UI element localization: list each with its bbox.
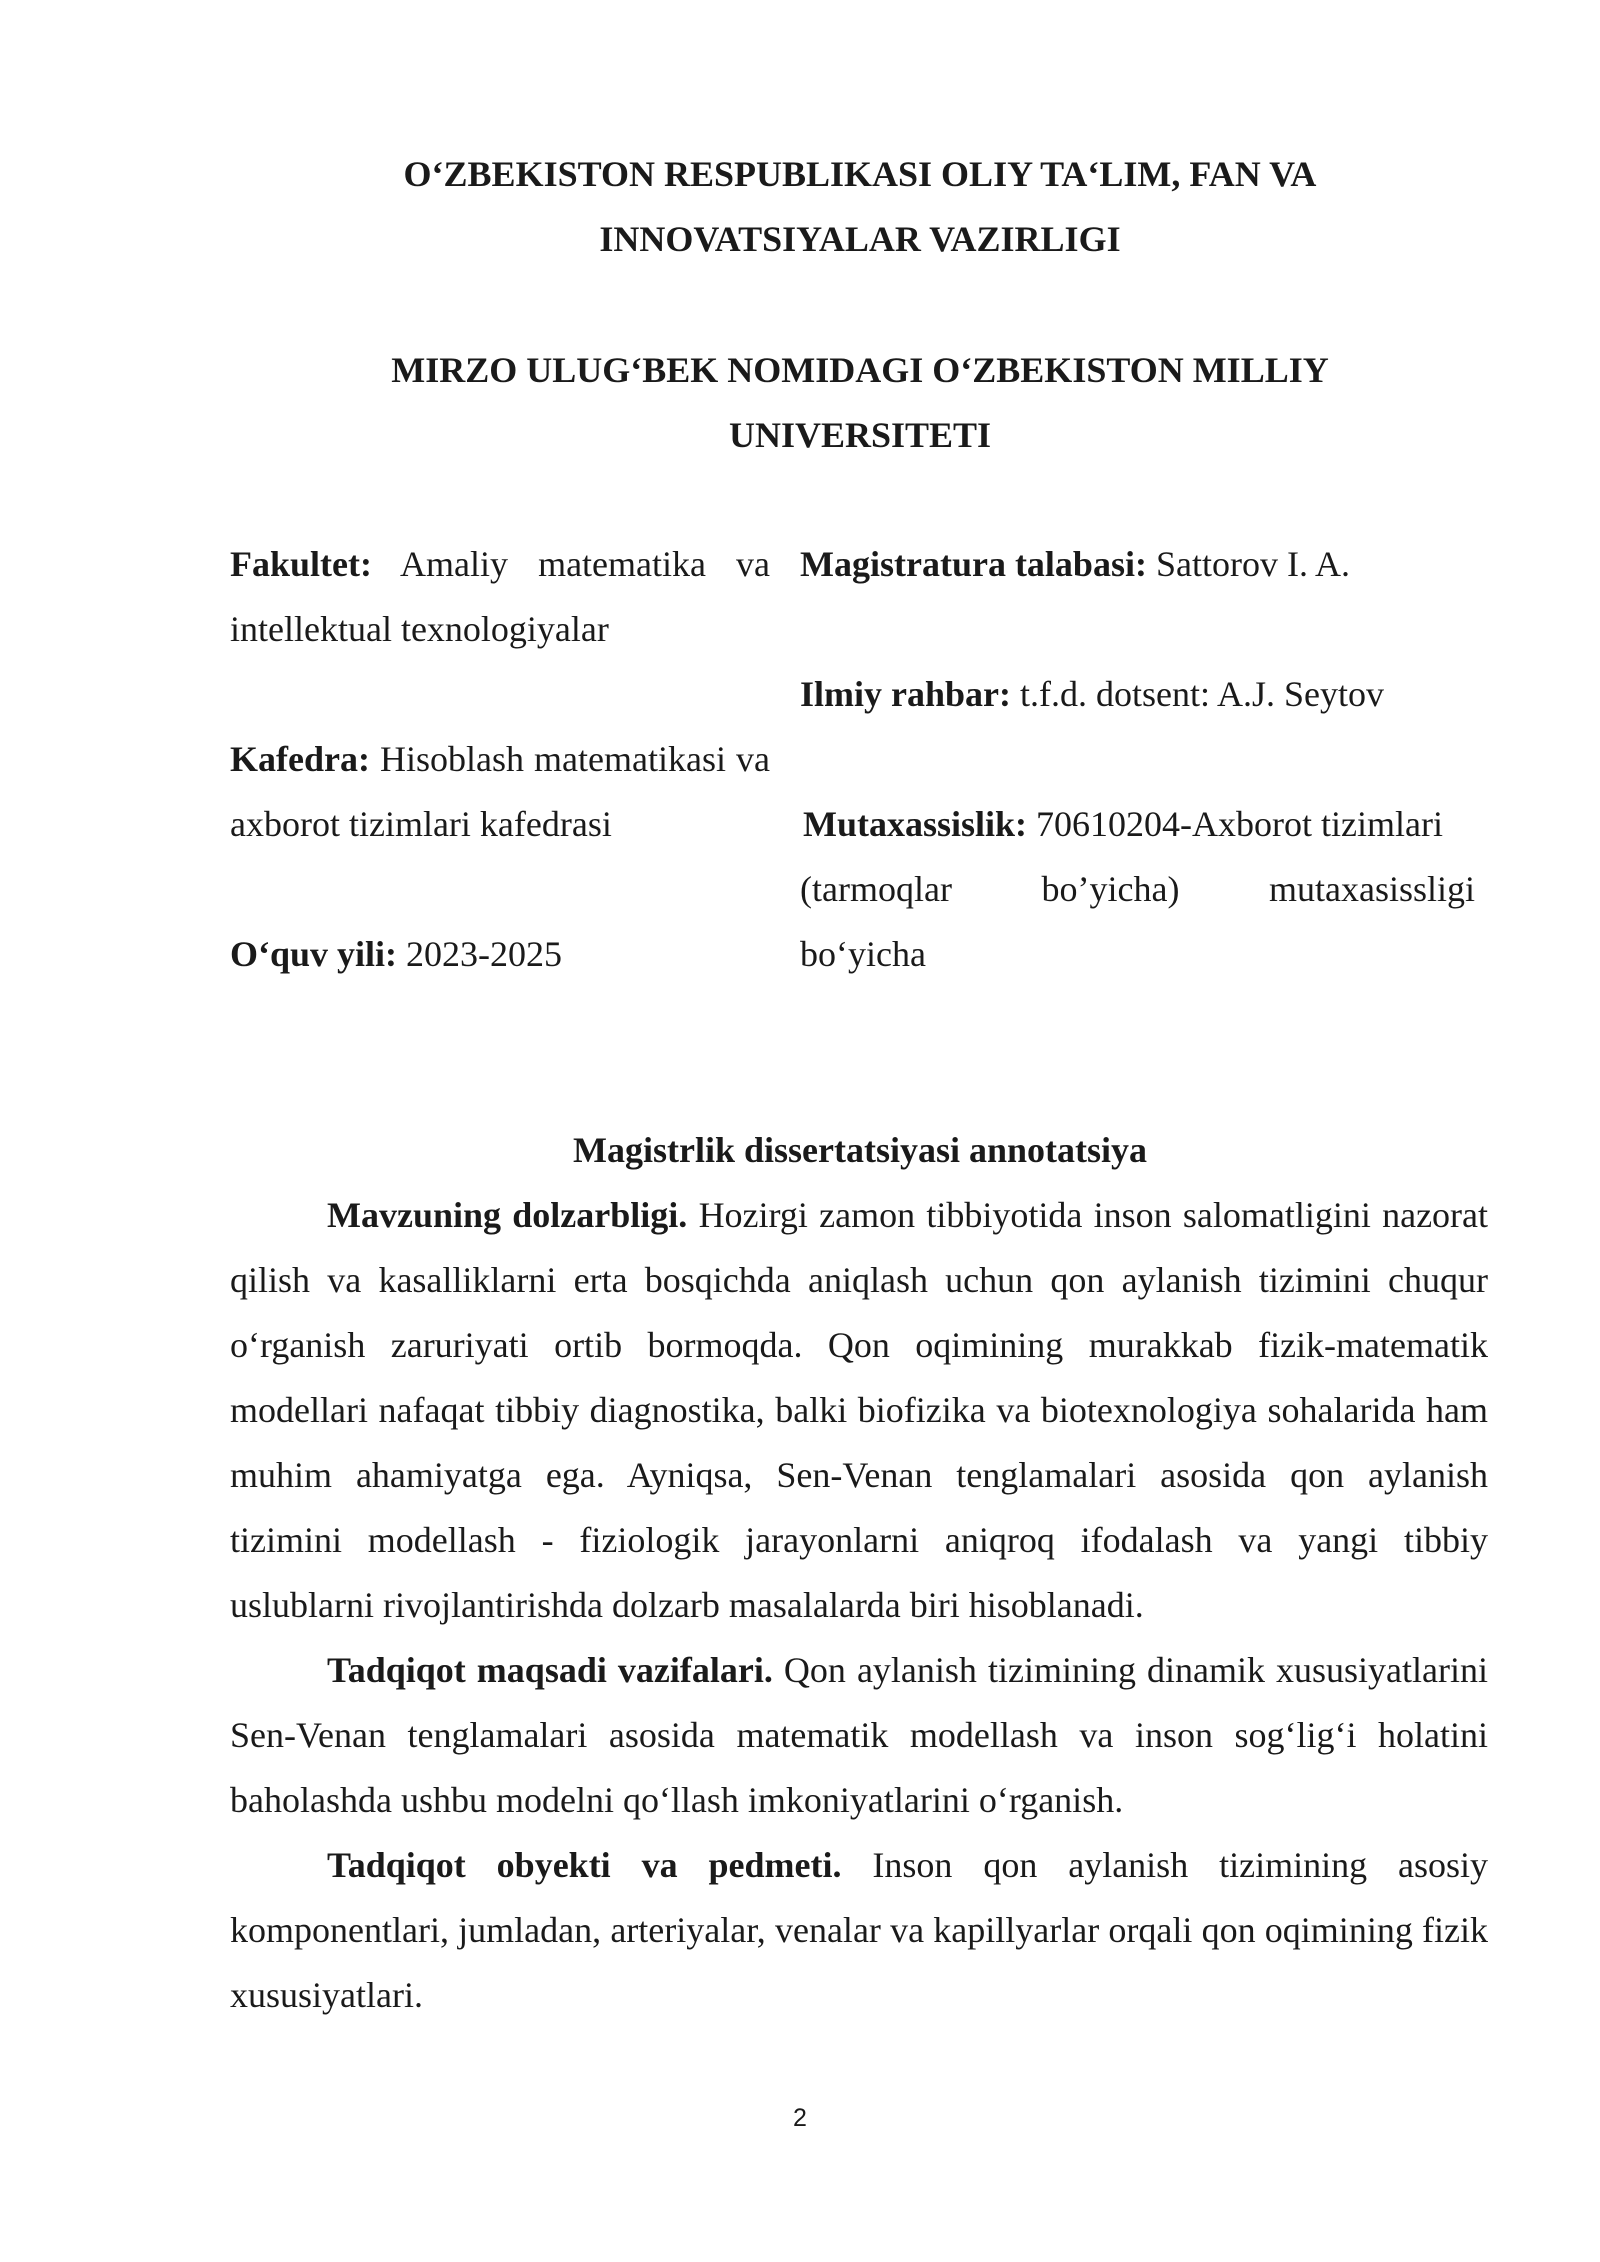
supervisor-value: t.f.d. dotsent: A.J. Seytov (1020, 674, 1385, 714)
faculty-label: Fakultet: (230, 544, 372, 584)
student-label: Magistratura talabasi: (800, 544, 1147, 584)
year-label: O‘quv yili: (230, 934, 398, 974)
info-left-column (230, 532, 770, 987)
paragraph-heading: Tadqiqot maqsadi vazifalari. (327, 1650, 773, 1690)
paragraph-text: Hozirgi zamon tibbiyotida inson salomatligini nazorat qilish va kasalliklarni erta bosqichda aniqlash uchun qon aylanish tizimini chuqur o‘rganish zaruriyati ortib bormoqda. Qon oqimining murakkab fizik-matematik modellari nafaqat tibbiy diagnostika, balki biofizika va biotexnologiya sohalarida ham muhim ahamiyatga ega. Ayniqsa, Sen-Venan tenglamalari asosida qon aylanish tizimini modellash - fiziologik jarayonlarni aniqroq ifodalash va yangi tibbiy uslublarni rivojlantirishda dolzarb masalalarda biri hisoblanadi. (230, 1195, 1489, 1625)
paragraph-heading: Mavzuning dolzarbligi. (327, 1195, 688, 1235)
paragraph-object-subject (230, 1833, 1488, 2028)
paragraph-text: Inson qon aylanish tizimining asosiy komponentlari, jumladan, arteriyalar, venalar va kapillyarlar orqali qon oqimining fizik xususiyatlari. (230, 1845, 1488, 2015)
university-heading-line1: MIRZO ULUG‘BEK NOMIDAGI O‘ZBEKISTON MILLIY (391, 350, 1329, 390)
supervisor-info (800, 662, 1475, 727)
specialty-value-line3: bo‘yicha (800, 934, 926, 974)
page-number: 2 (793, 2104, 807, 2132)
specialty-label: Mutaxassislik: (803, 804, 1028, 844)
department-info (230, 727, 770, 857)
specialty-value-line1: 70610204-Axborot tizimlari (1036, 804, 1443, 844)
info-right-column (800, 532, 1475, 987)
faculty-info (230, 532, 770, 662)
paragraph-heading: Tadqiqot obyekti va pedmeti. (327, 1845, 842, 1885)
department-value: Hisoblash matematikasi va axborot tizimlari kafedrasi (230, 739, 771, 844)
paragraph-text: Qon aylanish tizimining dinamik xususiyatlarini Sen-Venan tenglamalari asosida matematik modellash va inson sog‘lig‘i holatini baholashda ushbu modelni qo‘llash imkoniyatlarini o‘rganish. (230, 1650, 1489, 1820)
year-info (230, 922, 770, 987)
university-heading (230, 338, 1490, 468)
ministry-heading-line1: O‘ZBEKISTON RESPUBLIKASI OLIY TA‘LIM, FAN VA (403, 154, 1317, 194)
specialty-line1 (800, 792, 1475, 857)
year-value: 2023-2025 (406, 934, 563, 974)
annotation-body (230, 1183, 1488, 2028)
paragraph-objectives (230, 1638, 1488, 1833)
specialty-value-line2: (tarmoqlar bo’yicha) mutaxasissligi (800, 869, 1475, 909)
student-value: Sattorov I. A. (1155, 544, 1350, 584)
university-heading-line2: UNIVERSITETI (728, 415, 992, 455)
student-info (800, 532, 1475, 597)
ministry-heading (230, 142, 1490, 272)
ministry-heading-line2: INNOVATSIYALAR VAZIRLIGI (599, 219, 1121, 259)
supervisor-label: Ilmiy rahbar: (800, 674, 1011, 714)
annotation-title: Magistrlik dissertatsiyasi annotatsiya (572, 1130, 1147, 1170)
paragraph-relevance (230, 1183, 1488, 1638)
specialty-info (800, 792, 1475, 987)
department-label: Kafedra: (230, 739, 370, 779)
faculty-value: Amaliy matematika va intellektual texnologiyalar (230, 544, 771, 649)
